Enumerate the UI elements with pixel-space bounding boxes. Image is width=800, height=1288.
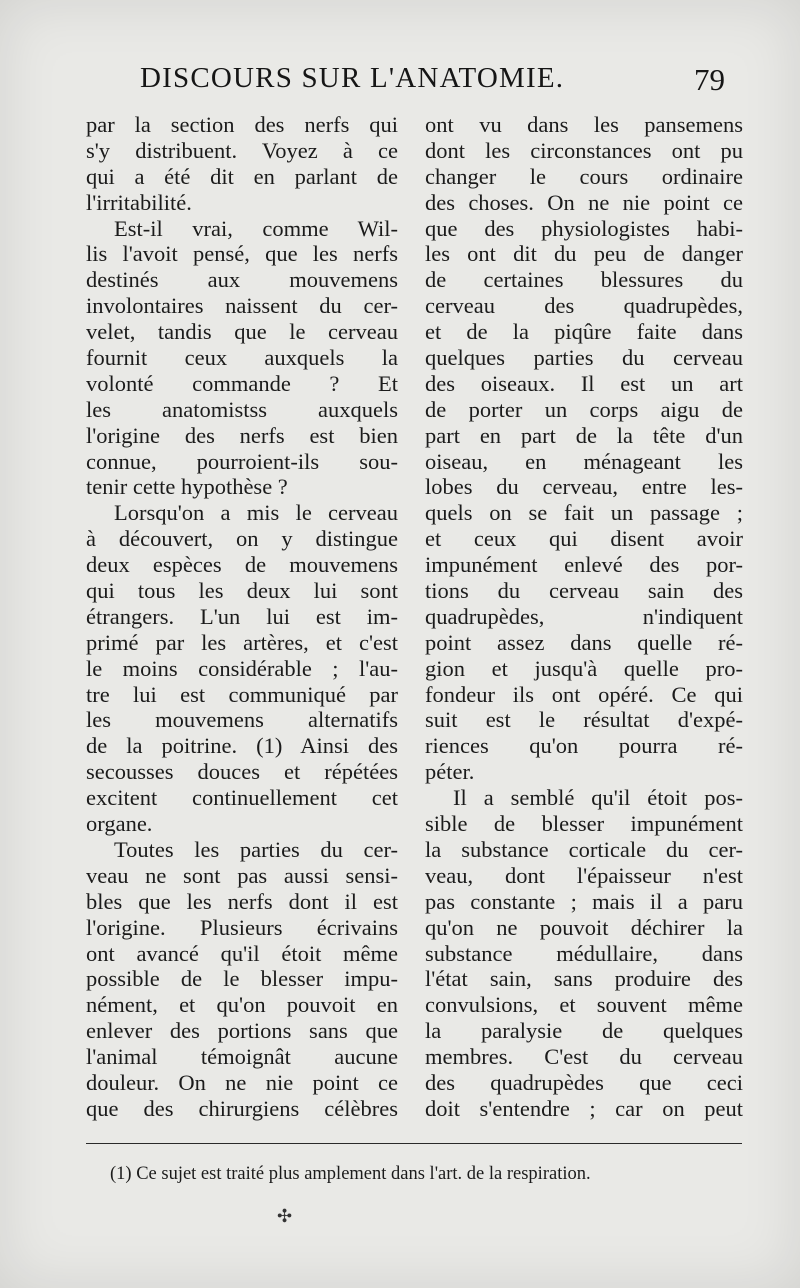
text-line: péter. bbox=[425, 759, 475, 785]
text-line: l'état sain, sans produire des bbox=[425, 966, 743, 992]
text-line: cerveau des quadrupèdes, bbox=[425, 293, 743, 319]
text-line: dont les circonstances ont pu bbox=[425, 137, 743, 163]
text-line: excitent continuellement cet bbox=[86, 785, 398, 811]
text-line: velet, tandis que le cerveau bbox=[86, 319, 398, 345]
text-line: l'origine des nerfs est bien bbox=[86, 422, 398, 448]
text-line: des choses. On ne nie point ce bbox=[425, 189, 743, 215]
text-line: les ont dit du peu de danger bbox=[425, 241, 743, 267]
text-line: primé par les artères, et c'est bbox=[86, 629, 398, 655]
text-line: Lorsqu'on a mis le cerveau bbox=[114, 500, 398, 526]
text-line: de la poitrine. (1) Ainsi des bbox=[86, 733, 398, 759]
running-title: DISCOURS SUR L'ANATOMIE. bbox=[140, 62, 565, 94]
right-column bbox=[425, 112, 743, 1122]
text-line: enlever des portions sans que bbox=[86, 1018, 398, 1044]
footnote-divider bbox=[86, 1143, 742, 1144]
text-line: doit s'entendre ; car on peut bbox=[425, 1095, 743, 1121]
text-line: ont vu dans les pansemens bbox=[425, 112, 743, 137]
text-line: veau, dont l'épaisseur n'est bbox=[425, 862, 743, 888]
footnote: (1) Ce sujet est traité plus amplement dans l'art. de la respiration. bbox=[110, 1164, 591, 1184]
text-line: des oiseaux. Il est un art bbox=[425, 370, 743, 396]
text-line: changer le cours ordinaire bbox=[425, 163, 743, 189]
text-line: les mouvemens alternatifs bbox=[86, 707, 398, 733]
text-line: volonté commande ? Et bbox=[86, 370, 398, 396]
page-number: 79 bbox=[694, 62, 725, 97]
text-line: quels on se fait un passage ; bbox=[425, 500, 743, 526]
text-line: et ceux qui disent avoir bbox=[425, 526, 743, 552]
text-line: l'animal témoignât aucune bbox=[86, 1044, 398, 1070]
text-line: que des physiologistes habi- bbox=[425, 215, 743, 241]
text-line: et de la piqûre faite dans bbox=[425, 319, 743, 345]
text-line: fournit ceux auxquels la bbox=[86, 345, 398, 371]
text-line: qu'on ne pouvoit déchirer la bbox=[425, 914, 743, 940]
text-line: tenir cette hypothèse ? bbox=[86, 474, 288, 500]
text-line: tre lui est communiqué par bbox=[86, 681, 398, 707]
text-line: Il a semblé qu'il étoit pos- bbox=[453, 785, 743, 811]
text-line: quelques parties du cerveau bbox=[425, 345, 743, 371]
printer-ornament: ✣ bbox=[277, 1206, 293, 1226]
text-line: qui a été dit en parlant de bbox=[86, 163, 398, 189]
text-line: Toutes les parties du cer- bbox=[114, 836, 398, 862]
text-line: de porter un corps aigu de bbox=[425, 396, 743, 422]
text-line: s'y distribuent. Voyez à ce bbox=[86, 137, 398, 163]
text-line: substance médullaire, dans bbox=[425, 940, 743, 966]
text-line: fondeur ils ont opéré. Ce qui bbox=[425, 681, 743, 707]
text-line: possible de le blesser impu- bbox=[86, 966, 398, 992]
text-line: connue, pourroient-ils sou- bbox=[86, 448, 398, 474]
text-line: ont avancé qu'il étoit même bbox=[86, 940, 398, 966]
text-line: involontaires naissent du cer- bbox=[86, 293, 398, 319]
text-line: l'irritabilité. bbox=[86, 189, 192, 215]
text-line: la substance corticale du cer- bbox=[425, 836, 743, 862]
text-line: convulsions, et souvent même bbox=[425, 992, 743, 1018]
text-line: des quadrupèdes que ceci bbox=[425, 1069, 743, 1095]
text-line: tions du cerveau sain des bbox=[425, 578, 743, 604]
text-line: membres. C'est du cerveau bbox=[425, 1044, 743, 1070]
text-line: gion et jusqu'à quelle pro- bbox=[425, 655, 743, 681]
text-line: Est-il vrai, comme Wil- bbox=[114, 215, 398, 241]
text-line: secousses douces et répétées bbox=[86, 759, 398, 785]
text-line: l'origine. Plusieurs écrivains bbox=[86, 914, 398, 940]
text-line: lis l'avoit pensé, que les nerfs bbox=[86, 241, 398, 267]
text-line: les anatomistss auxquels bbox=[86, 396, 398, 422]
text-line: pas constante ; mais il a paru bbox=[425, 888, 743, 914]
text-line: part en part de la tête d'un bbox=[425, 422, 743, 448]
text-line: organe. bbox=[86, 811, 153, 837]
text-line: oiseau, en ménageant les bbox=[425, 448, 743, 474]
text-line: impunément enlevé des por- bbox=[425, 552, 743, 578]
text-line: quadrupèdes, n'indiquent bbox=[425, 603, 743, 629]
text-line: que des chirurgiens célèbres bbox=[86, 1095, 398, 1121]
text-line: la paralysie de quelques bbox=[425, 1018, 743, 1044]
text-line: riences qu'on pourra ré- bbox=[425, 733, 743, 759]
text-line: lobes du cerveau, entre les- bbox=[425, 474, 743, 500]
text-line: le moins considérable ; l'au- bbox=[86, 655, 398, 681]
text-line: à découvert, on y distingue bbox=[86, 526, 398, 552]
text-line: point assez dans quelle ré- bbox=[425, 629, 743, 655]
text-line: suit est le résultat d'expé- bbox=[425, 707, 743, 733]
text-line: qui tous les deux lui sont bbox=[86, 578, 398, 604]
text-line: de certaines blessures du bbox=[425, 267, 743, 293]
text-line: douleur. On ne nie point ce bbox=[86, 1069, 398, 1095]
left-column bbox=[86, 112, 398, 1122]
text-line: par la section des nerfs qui bbox=[86, 112, 398, 137]
text-line: étrangers. L'un lui est im- bbox=[86, 603, 398, 629]
text-line: veau ne sont pas aussi sensi- bbox=[86, 862, 398, 888]
text-line: nément, et qu'on pouvoit en bbox=[86, 992, 398, 1018]
text-line: deux espèces de mouvemens bbox=[86, 552, 398, 578]
text-line: sible de blesser impunément bbox=[425, 811, 743, 837]
text-line: bles que les nerfs dont il est bbox=[86, 888, 398, 914]
text-line: destinés aux mouvemens bbox=[86, 267, 398, 293]
